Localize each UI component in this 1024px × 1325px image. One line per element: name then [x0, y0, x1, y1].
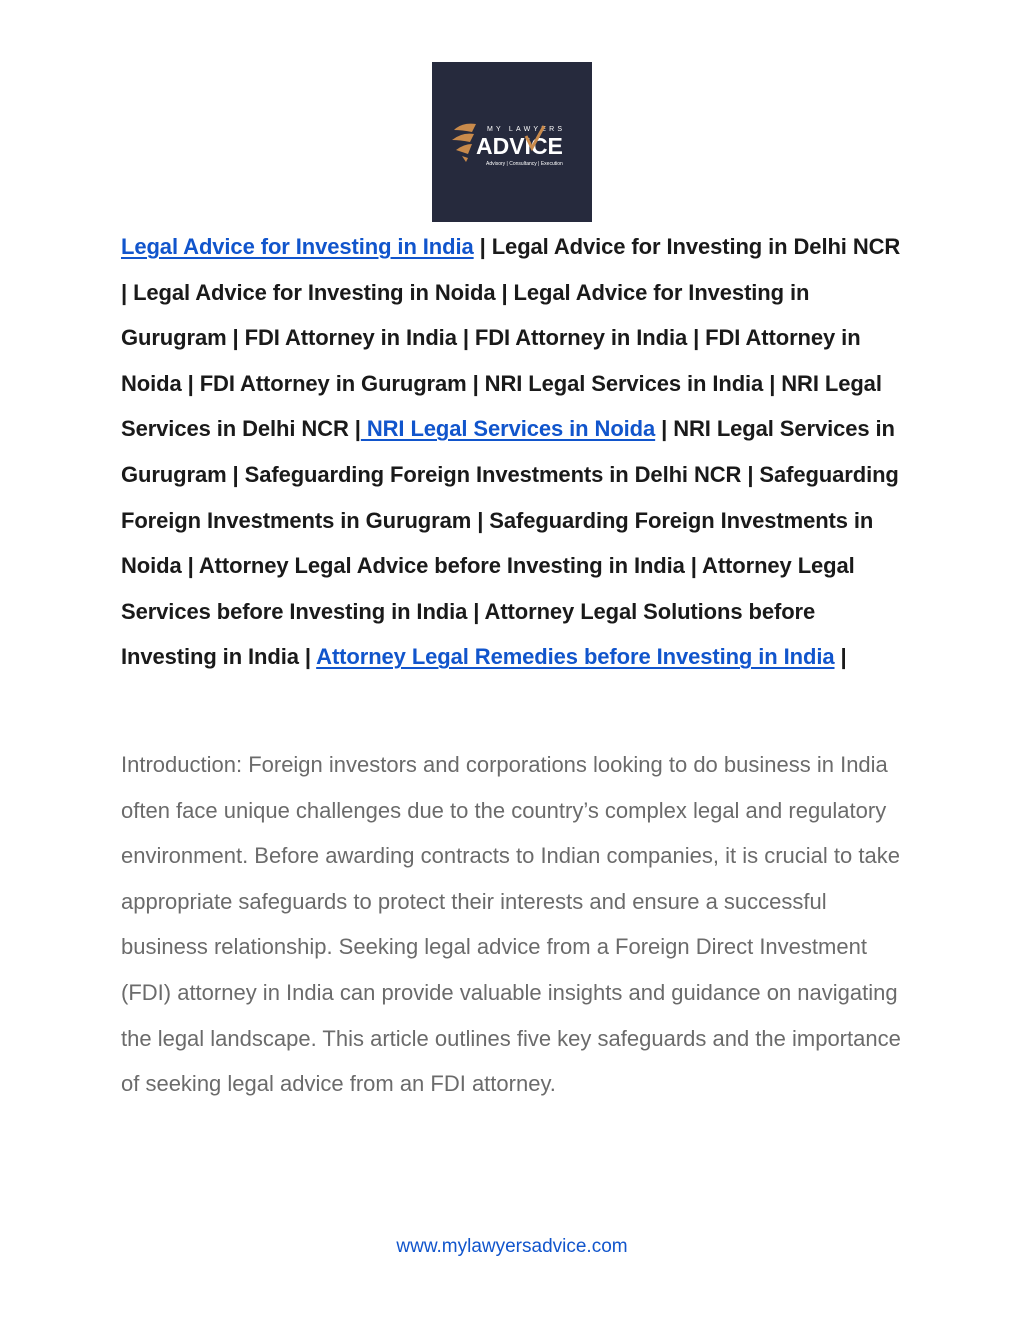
logo — [432, 62, 592, 222]
footer-website-link[interactable]: www.mylawyersadvice.com — [396, 1236, 628, 1257]
intro-paragraph: Introduction: Foreign investors and corporations looking to do business in India often face unique challenges due to the country’s complex legal and regulatory environment. Before awarding contracts to Indian companies, it is crucial to take appropriate safeguards to protect their interests and ensure a successful business relationship. Seeking legal advice from a Foreign Direct Investment (FDI) attorney in India can provide valuable insights and guidance on navigating the legal landscape. This article outlines five key safeguards and the importance of seeking legal advice from an FDI attorney. — [121, 752, 901, 1097]
keyword-text-2: | NRI Legal Services in Gurugram | Safeguarding Foreign Investments in Delhi NCR | Safeguarding Foreign Investments in Gurugram | Safeguarding Foreign Investments in Noida | Attorney Legal Advice before Investing in India | Attorney Legal Services before Investing in India | Attorney Legal Solutions before Investing in India | — [121, 416, 899, 670]
link-legal-advice-investing-india[interactable]: Legal Advice for Investing in India — [121, 234, 474, 259]
keyword-paragraph — [121, 224, 911, 680]
keyword-text-3: | — [834, 644, 847, 670]
logo-graphic — [432, 62, 592, 222]
link-nri-legal-services-noida[interactable]: NRI Legal Services in Noida — [360, 416, 656, 442]
logo-tagline: Advisory | Consultancy | Execution — [486, 161, 563, 167]
link-attorney-legal-remedies[interactable]: Attorney Legal Remedies before Investing in India — [316, 644, 835, 670]
logo-main-text: ADVICE — [476, 133, 563, 159]
logo-top-text: MY LAWYERS — [487, 126, 566, 133]
keyword-text-1: | Legal Advice for Investing in Delhi NCR | Legal Advice for Investing in Noida | Legal Advice for Investing in Gurugram | FDI Attorney in India | FDI Attorney in India | FDI Attorney in Noida | FDI Attorney in Gurugram | NRI Legal Services in India | NRI Legal Services in Delhi NCR | — [121, 234, 901, 442]
